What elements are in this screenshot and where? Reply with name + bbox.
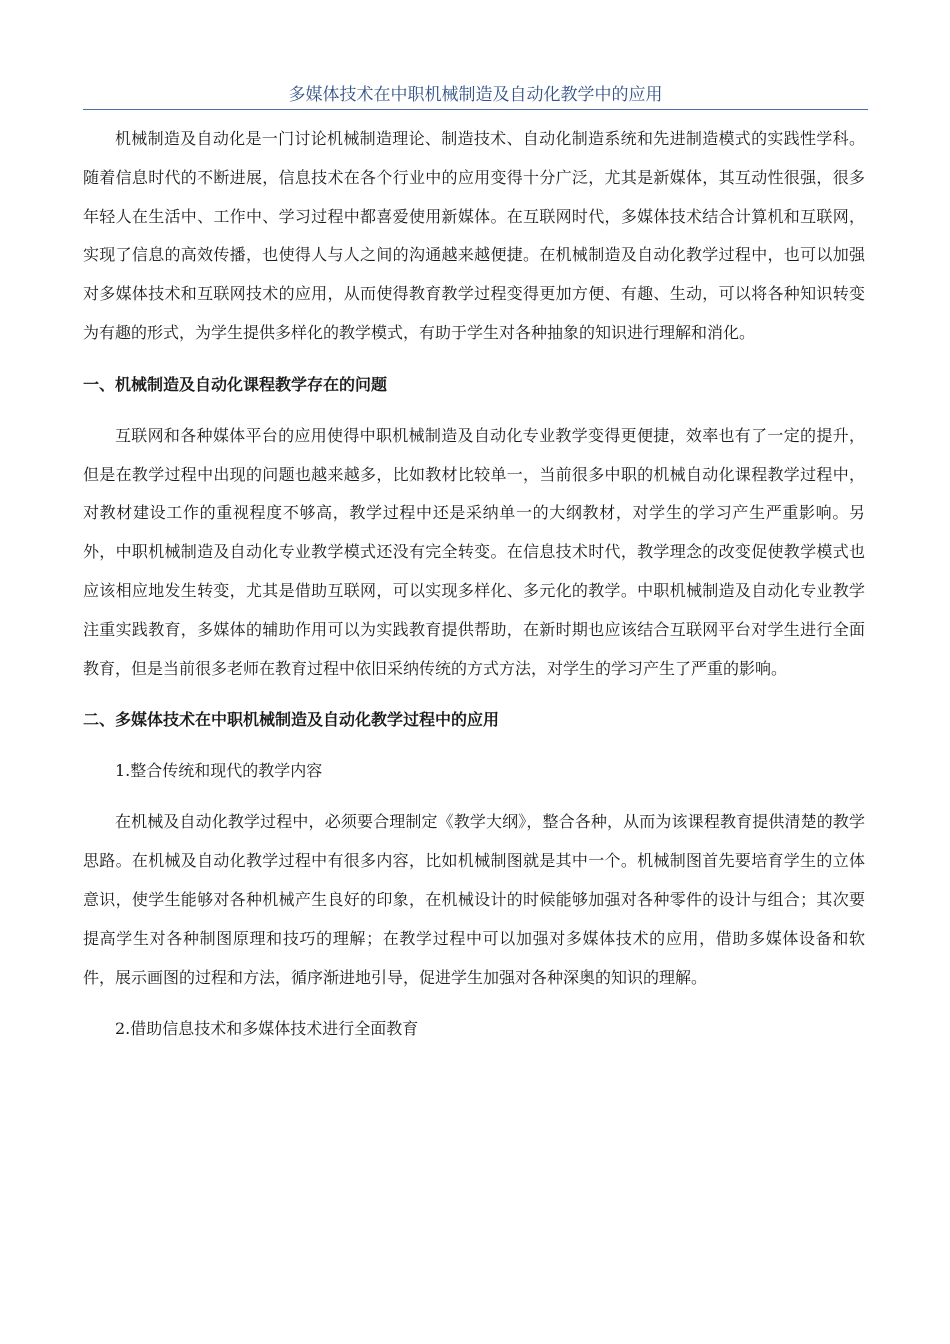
subsection-heading-1: 1.整合传统和现代的教学内容 [115, 761, 323, 781]
paragraph-intro: 机械制造及自动化是一门讨论机械制造理论、制造技术、自动化制造系统和先进制造模式的实践性学科。随着信息时代的不断进展，信息技术在各个行业中的应用变得十分广泛，尤其是新媒体，其互动性很强，很多年轻人在生活中、工作中、学习过程中都喜爱使用新媒体。在互联网时代，多媒体技术结合计算机和互联网，实现了信息的高效传播，也使得人与人之间的沟通越来越便捷。在机械制造及自动化教学过程中，也可以加强对多媒体技术和互联网技术的应用，从而使得教育教学过程变得更加方便、有趣、生动，可以将各种知识转变为有趣的形式，为学生提供多样化的教学模式，有助于学生对各种抽象的知识进行理解和消化。 [83, 129, 865, 342]
section-heading-1: 一、机械制造及自动化课程教学存在的问题 [83, 374, 388, 394]
subsection-heading-2: 2.借助信息技术和多媒体技术进行全面教育 [115, 1019, 419, 1039]
section-heading-2: 二、多媒体技术在中职机械制造及自动化教学过程中的应用 [83, 710, 500, 730]
paragraph-problems: 互联网和各种媒体平台的应用使得中职机械制造及自动化专业教学变得更便捷，效率也有了一定的提升，但是在教学过程中出现的问题也越来越多，比如教材比较单一，当前很多中职的机械自动化课程教学过程中，对教材建设工作的重视程度不够高，教学过程中还是采纳单一的大纲教材，对学生的学习产生严重影响。另外，中职机械制造及自动化专业教学模式还没有完全转变。在信息技术时代，教学理念的改变促使教学模式也应该相应地发生转变，尤其是借助互联网，可以实现多样化、多元化的教学。中职机械制造及自动化专业教学注重实践教育，多媒体的辅助作用可以为实践教育提供帮助，在新时期也应该结合互联网平台对学生进行全面教育，但是当前很多老师在教育过程中依旧采纳传统的方式方法，对学生的学习产生了严重的影响。 [83, 425, 865, 678]
paragraph-integration: 在机械及自动化教学过程中，必须要合理制定《教学大纲》，整合各种，从而为该课程教育提供清楚的教学思路。在机械及自动化教学过程中有很多内容，比如机械制图就是其中一个。机械制图首先要培育学生的立体意识，使学生能够对各种机械产生良好的印象，在机械设计的时候能够加强对各种零件的设计与组合；其次要提高学生对各种制图原理和技巧的理解；在教学过程中可以加强对多媒体技术的应用，借助多媒体设备和软件，展示画图的过程和方法，循序渐进地引导，促进学生加强对各种深奥的知识的理解。 [83, 812, 865, 987]
header-title: 多媒体技术在中职机械制造及自动化教学中的应用 [288, 85, 663, 105]
running-header [83, 83, 868, 110]
document-body [83, 120, 865, 1048]
